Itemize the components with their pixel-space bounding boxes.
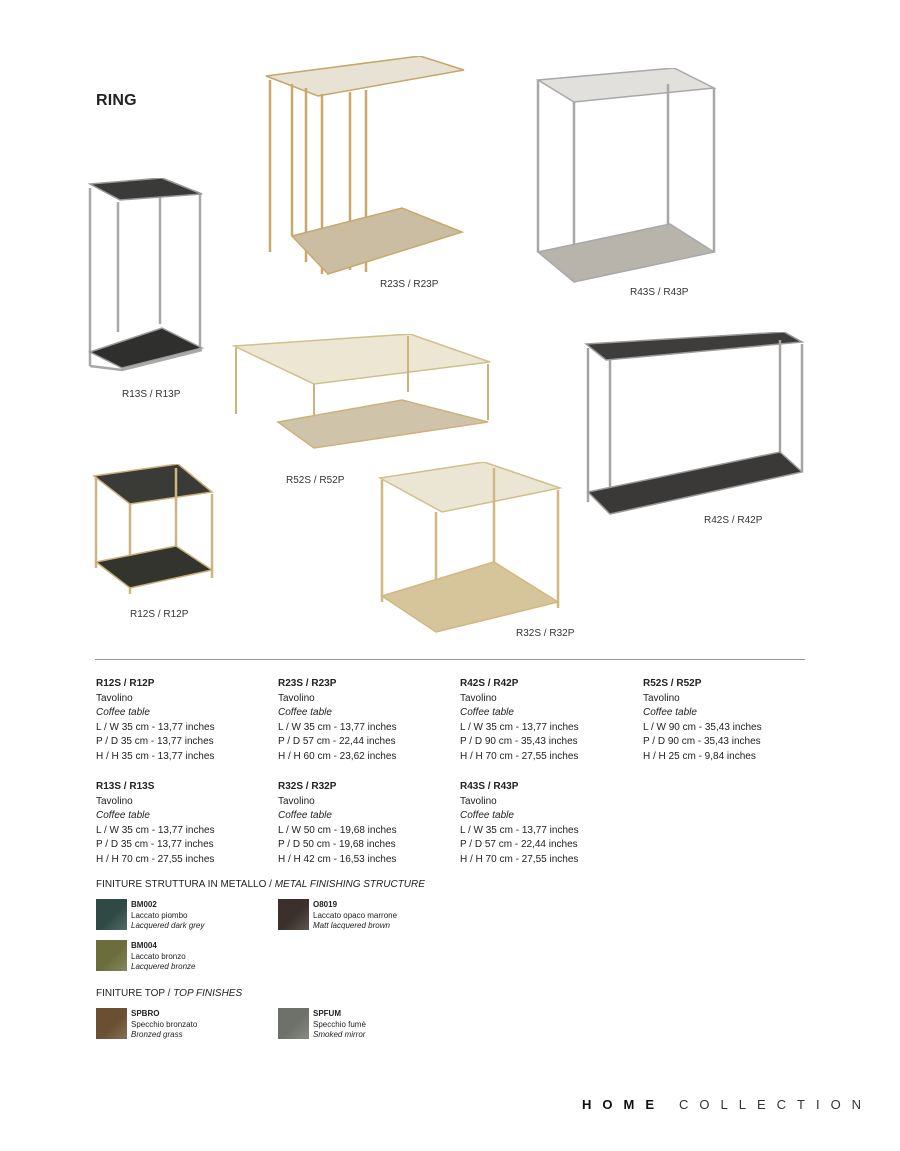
spec-block-r52 <box>643 677 818 765</box>
spec-block-r32 <box>278 780 453 868</box>
spec-depth: P / D 35 cm - 13,77 inches <box>96 736 214 748</box>
spec-name-en: Coffee table <box>643 707 697 719</box>
metal-finishes-heading <box>96 879 425 890</box>
spec-depth: P / D 35 cm - 13,77 inches <box>96 839 214 851</box>
spec-name-it: Tavolino <box>643 692 680 704</box>
swatch-bm002 <box>96 899 127 930</box>
spec-width: L / W 35 cm - 13,77 inches <box>96 824 215 836</box>
swatch-label-spbro <box>131 1009 197 1041</box>
swatch-spfum <box>278 1008 309 1039</box>
swatch-code: BM002 <box>131 900 157 909</box>
spec-depth: P / D 57 cm - 22,44 inches <box>278 736 396 748</box>
spec-depth: P / D 57 cm - 22,44 inches <box>460 839 578 851</box>
top-finishes-heading-en: TOP FINISHES <box>173 988 243 999</box>
spec-width: L / W 35 cm - 13,77 inches <box>278 721 397 733</box>
spec-block-r23 <box>278 677 453 765</box>
spec-block-r12 <box>96 677 271 765</box>
footer-collection: COLLECTION <box>679 1097 873 1112</box>
metal-finishes-heading-en: METAL FINISHING STRUCTURE <box>274 879 425 890</box>
spec-name-en: Coffee table <box>96 810 150 822</box>
spec-name-it: Tavolino <box>278 795 315 807</box>
spec-name-en: Coffee table <box>460 707 514 719</box>
footer-home: HOME <box>582 1097 665 1112</box>
swatch-code: BM004 <box>131 941 157 950</box>
spec-height: H / H 70 cm - 27,55 inches <box>460 750 579 762</box>
product-label-r13: R13S / R13P <box>122 389 181 400</box>
product-label-r23: R23S / R23P <box>380 279 439 290</box>
product-image-r12 <box>92 464 216 600</box>
spec-name-it: Tavolino <box>96 795 133 807</box>
section-divider <box>95 659 805 660</box>
swatch-name-en: Bronzed grass <box>131 1030 183 1039</box>
swatch-name-en: Matt lacquered brown <box>313 921 390 930</box>
swatch-label-bm004 <box>131 941 196 973</box>
swatch-label-bm002 <box>131 900 204 932</box>
spec-width: L / W 35 cm - 13,77 inches <box>460 824 579 836</box>
swatch-code: SPFUM <box>313 1009 341 1018</box>
spec-name-en: Coffee table <box>460 810 514 822</box>
swatch-label-o8019 <box>313 900 397 932</box>
product-image-r23 <box>262 56 466 278</box>
spec-code: R23S / R23P <box>278 678 337 689</box>
swatch-name-it: Laccato opaco marrone <box>313 910 398 920</box>
swatch-name-en: Smoked mirror <box>313 1030 366 1039</box>
top-finishes-heading-it: FINITURE TOP / <box>96 988 174 999</box>
spec-width: L / W 90 cm - 35,43 inches <box>643 721 762 733</box>
swatch-name-en: Lacquered bronze <box>131 962 196 971</box>
spec-depth: P / D 90 cm - 35,43 inches <box>460 736 578 748</box>
spec-code: R32S / R32P <box>278 781 337 792</box>
spec-name-it: Tavolino <box>460 692 497 704</box>
swatch-code: SPBRO <box>131 1009 160 1018</box>
product-label-r12: R12S / R12P <box>130 609 189 620</box>
spec-height: H / H 70 cm - 27,55 inches <box>96 853 215 865</box>
spec-width: L / W 35 cm - 13,77 inches <box>96 721 215 733</box>
spec-width: L / W 50 cm - 19,68 inches <box>278 824 397 836</box>
spec-code: R13S / R13S <box>96 781 155 792</box>
spec-code: R43S / R43P <box>460 781 519 792</box>
product-image-r13 <box>86 178 206 374</box>
swatch-name-it: Laccato bronzo <box>131 951 186 961</box>
spec-name-en: Coffee table <box>96 707 150 719</box>
spec-height: H / H 25 cm - 9,84 inches <box>643 750 756 762</box>
product-label-r43: R43S / R43P <box>630 287 689 298</box>
product-label-r32: R32S / R32P <box>516 628 575 639</box>
swatch-name-it: Specchio fumè <box>313 1019 366 1029</box>
top-finishes-heading <box>96 988 242 999</box>
product-image-r43 <box>534 68 718 286</box>
spec-height: H / H 42 cm - 16,53 inches <box>278 853 397 865</box>
spec-height: H / H 70 cm - 27,55 inches <box>460 853 579 865</box>
spec-height: H / H 60 cm - 23,62 inches <box>278 750 397 762</box>
spec-block-r42 <box>460 677 635 765</box>
swatch-o8019 <box>278 899 309 930</box>
spec-name-en: Coffee table <box>278 707 332 719</box>
swatch-spbro <box>96 1008 127 1039</box>
swatch-name-it: Laccato piombo <box>131 910 188 920</box>
spec-name-it: Tavolino <box>460 795 497 807</box>
swatch-code: O8019 <box>313 900 338 909</box>
spec-name-it: Tavolino <box>96 692 133 704</box>
swatch-label-spfum <box>313 1009 366 1041</box>
page-title: RING <box>96 92 137 109</box>
spec-depth: P / D 90 cm - 35,43 inches <box>643 736 761 748</box>
product-label-r42: R42S / R42P <box>704 515 763 526</box>
spec-code: R42S / R42P <box>460 678 519 689</box>
spec-block-r43 <box>460 780 635 868</box>
swatch-bm004 <box>96 940 127 971</box>
spec-width: L / W 35 cm - 13,77 inches <box>460 721 579 733</box>
metal-finishes-heading-it: FINITURE STRUTTURA IN METALLO / <box>96 879 275 890</box>
product-image-r32 <box>378 462 564 636</box>
spec-code: R12S / R12P <box>96 678 155 689</box>
spec-code: R52S / R52P <box>643 678 702 689</box>
spec-height: H / H 35 cm - 13,77 inches <box>96 750 215 762</box>
spec-name-it: Tavolino <box>278 692 315 704</box>
product-image-r52 <box>232 334 494 452</box>
footer-brand <box>582 1097 872 1112</box>
product-label-r52: R52S / R52P <box>286 475 345 486</box>
swatch-name-en: Lacquered dark grey <box>131 921 205 930</box>
spec-depth: P / D 50 cm - 19,68 inches <box>278 839 396 851</box>
product-image-r42 <box>584 332 806 518</box>
swatch-name-it: Specchio bronzato <box>131 1019 198 1029</box>
spec-name-en: Coffee table <box>278 810 332 822</box>
spec-block-r13 <box>96 780 271 868</box>
